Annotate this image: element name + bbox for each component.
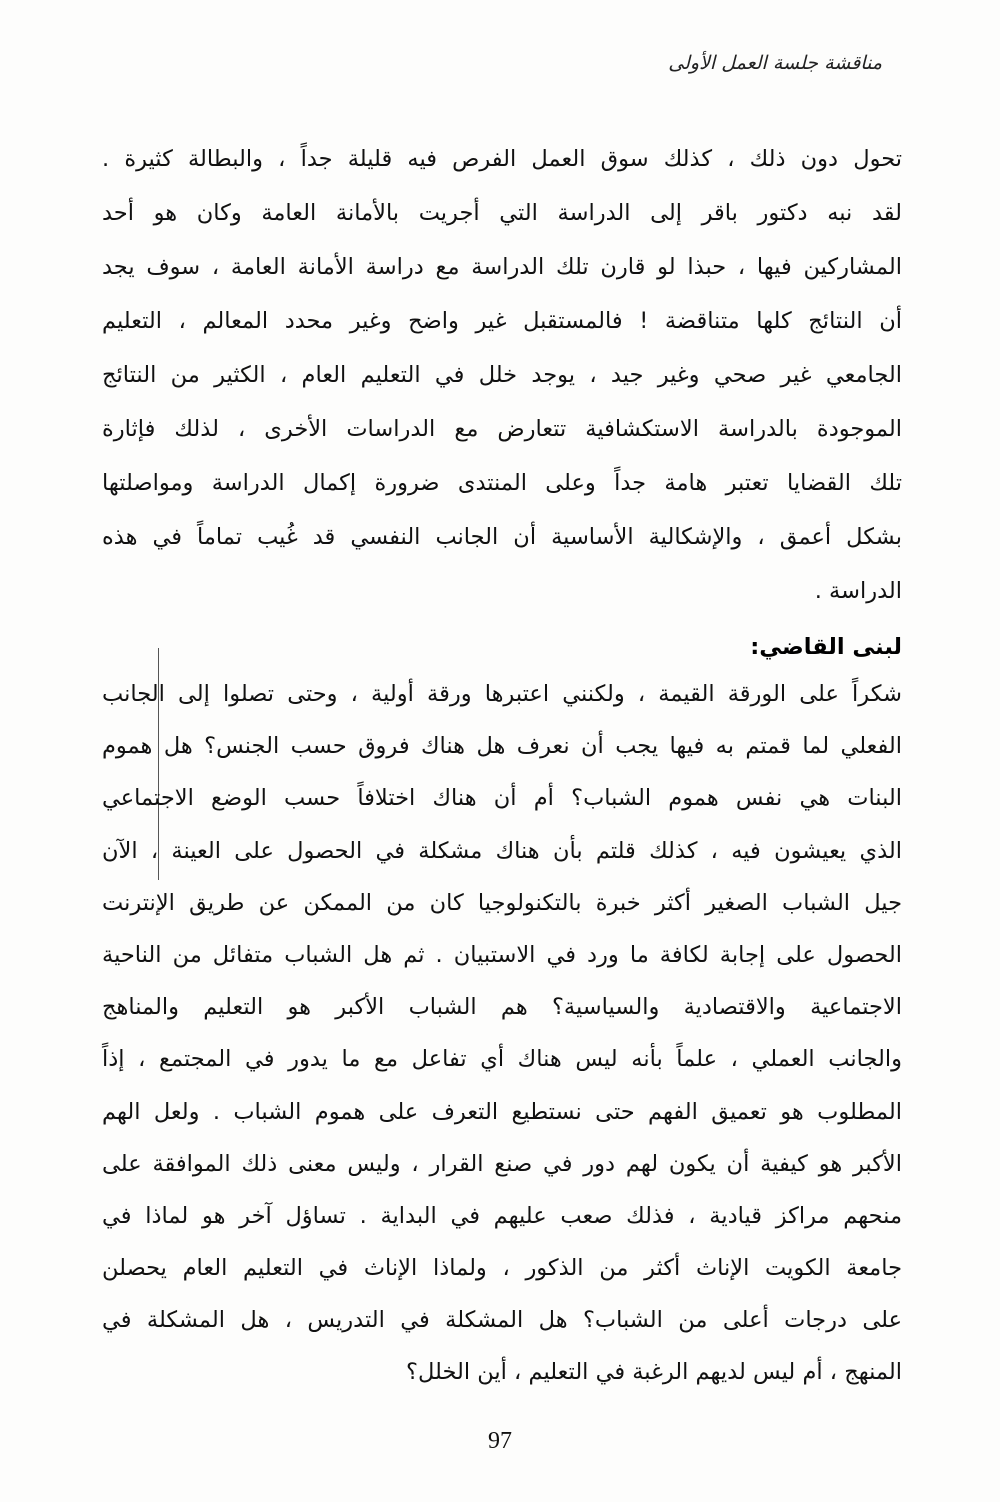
text-line: جيل الشباب الصغير أكثر خبرة بالتكنولوجيا كان من الممكن عن طريق الإنترنت	[102, 889, 902, 916]
text-line: الفعلي لما قمتم به فيها يجب أن نعرف هل هناك فروق حسب الجنس؟ هل هموم	[102, 733, 902, 760]
text-line: المشاركين فيها ، حبذا لو قارن تلك الدراسة مع دراسة الأمانة العامة ، سوف يجد	[102, 254, 902, 280]
text-line: الدراسة .	[814, 578, 902, 604]
paragraph-1	[102, 132, 902, 618]
text-line: تحول دون ذلك ، كذلك سوق العمل الفرص فيه قليلة جداً ، والبطالة كثيرة .	[102, 146, 902, 172]
text-line: جامعة الكويت الإناث أكثر من الذكور ، ولماذا الإناث في التعليم العام يحصلن	[102, 1255, 902, 1282]
text-line: تلك القضايا تعتبر هامة جداً وعلى المنتدى ضرورة إكمال الدراسة ومواصلتها	[102, 470, 902, 496]
text-line: منحهم مراكز قيادية ، فذلك صعب عليهم في البداية . تساؤل آخر هو لماذا في	[102, 1202, 902, 1229]
text-line: الموجودة بالدراسة الاستكشافية تتعارض مع الدراسات الأخرى ، لذلك فإثارة	[102, 416, 902, 442]
text-line: المطلوب هو تعميق الفهم حتى نستطيع التعرف على هموم الشباب . ولعل الهم	[102, 1098, 902, 1125]
page-number: 97	[488, 1428, 512, 1454]
text-line: والجانب العملي ، علماً بأنه ليس هناك أي تفاعل مع ما يدور في المجتمع ، إذاً	[102, 1046, 902, 1073]
text-line: على درجات أعلى من الشباب؟ هل المشكلة في التدريس ، هل المشكلة في	[102, 1307, 902, 1334]
paragraph-2	[102, 668, 902, 1399]
text-line: بشكل أعمق ، والإشكالية الأساسية أن الجانب النفسي قد غُيب تماماً في هذه	[102, 524, 902, 550]
text-line: لقد نبه دكتور باقر إلى الدراسة التي أجريت بالأمانة العامة وكان هو أحد	[102, 200, 902, 226]
speaker-name: لبنى القاضي:	[750, 634, 902, 660]
text-line: الحصول على إجابة لكافة ما ورد في الاستبيان . ثم هل الشباب متفائل من الناحية	[102, 941, 902, 968]
text-line: البنات هي نفس هموم الشباب؟ أم أن هناك اختلافاً حسب الوضع الاجتماعي	[102, 785, 902, 812]
text-line: الجامعي غير صحي وغير جيد ، يوجد خلل في التعليم العام ، الكثير من النتائج	[102, 362, 902, 388]
text-line: الأكبر هو كيفية أن يكون لهم دور في صنع القرار ، وليس معنى ذلك الموافقة على	[102, 1150, 902, 1177]
running-header: مناقشة جلسة العمل الأولى	[668, 52, 882, 74]
text-line: شكراً على الورقة القيمة ، ولكنني اعتبرها ورقة أولية ، وحتى تصلوا إلى الجانب	[102, 681, 902, 707]
text-line: أن النتائج كلها متناقضة ! فالمستقبل غير واضح وغير محدد المعالم ، التعليم	[102, 308, 902, 334]
text-line: الذي يعيشون فيه ، كذلك قلتم بأن هناك مشكلة في الحصول على العينة ، الآن	[102, 837, 902, 864]
text-line: الاجتماعية والاقتصادية والسياسية؟ هم الشباب الأكبر هو التعليم والمناهج	[102, 994, 902, 1021]
text-line: المنهج ، أم ليس لديهم الرغبة في التعليم ، أين الخلل؟	[406, 1359, 902, 1386]
